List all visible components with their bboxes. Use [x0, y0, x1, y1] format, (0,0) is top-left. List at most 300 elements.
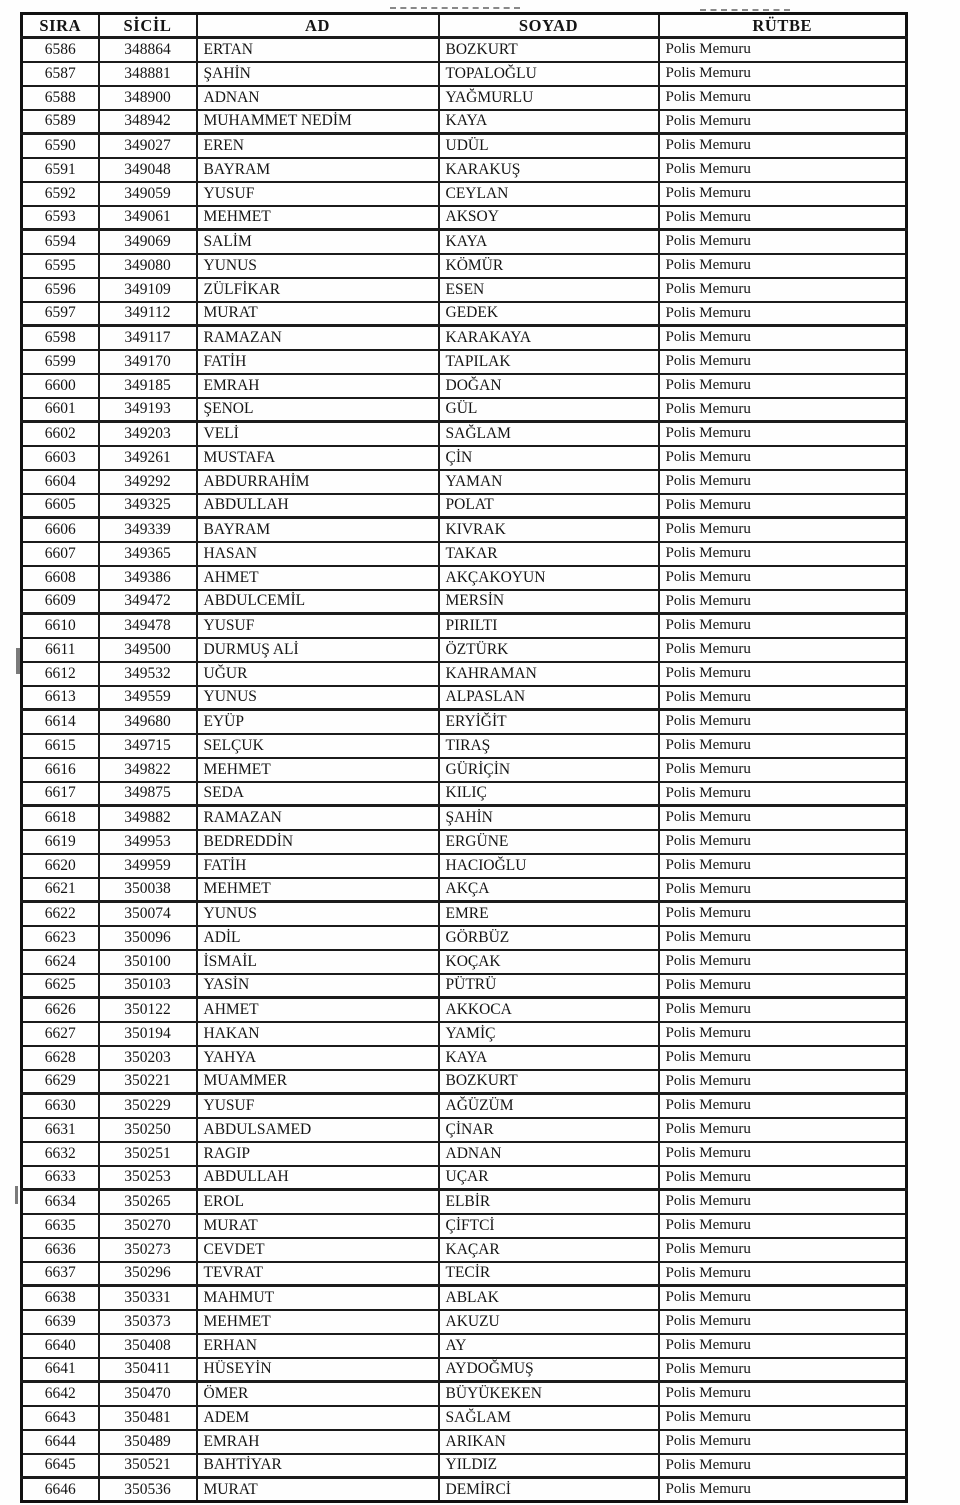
table-row	[22, 278, 907, 302]
cell-ad: MURAT	[197, 302, 439, 326]
cell-sicil: 349112	[99, 302, 197, 326]
table-row	[22, 1286, 907, 1310]
cell-sicil: 349875	[99, 782, 197, 806]
column-header-sicil: SİCİL	[99, 14, 197, 38]
cell-ad: HAKAN	[197, 1022, 439, 1046]
cell-sicil: 350489	[99, 1430, 197, 1454]
cell-sicil: 350194	[99, 1022, 197, 1046]
cell-sicil: 350074	[99, 902, 197, 926]
cell-soyad: MERSİN	[439, 590, 659, 614]
cell-ad: ADNAN	[197, 86, 439, 110]
cell-soyad: ADNAN	[439, 1142, 659, 1166]
cell-soyad: KÖMÜR	[439, 254, 659, 278]
cell-sira: 6646	[22, 1478, 99, 1502]
cell-soyad: AYDOĞMUŞ	[439, 1358, 659, 1382]
cell-soyad: YAĞMURLU	[439, 86, 659, 110]
cell-ad: BAYRAM	[197, 518, 439, 542]
table-row	[22, 86, 907, 110]
cell-soyad: AKKOCA	[439, 998, 659, 1022]
cell-sira: 6603	[22, 446, 99, 470]
table-row	[22, 1262, 907, 1286]
cell-soyad: YAMAN	[439, 470, 659, 494]
cell-rutbe: Polis Memuru	[659, 86, 907, 110]
table-row	[22, 518, 907, 542]
cell-ad: SEDA	[197, 782, 439, 806]
cell-soyad: SAĞLAM	[439, 422, 659, 446]
cell-rutbe: Polis Memuru	[659, 1478, 907, 1502]
column-header-ad: AD	[197, 14, 439, 38]
cell-ad: YUSUF	[197, 614, 439, 638]
cell-soyad: KAHRAMAN	[439, 662, 659, 686]
cell-sicil: 350122	[99, 998, 197, 1022]
table-row	[22, 1430, 907, 1454]
cell-sicil: 350253	[99, 1166, 197, 1190]
cell-rutbe: Polis Memuru	[659, 302, 907, 326]
cell-soyad: AKSOY	[439, 206, 659, 230]
cell-ad: YAHYA	[197, 1046, 439, 1070]
table-row	[22, 1118, 907, 1142]
cell-sicil: 350521	[99, 1454, 197, 1478]
table-row	[22, 1454, 907, 1478]
cell-rutbe: Polis Memuru	[659, 230, 907, 254]
cell-sicil: 350411	[99, 1358, 197, 1382]
cell-sicil: 350100	[99, 950, 197, 974]
cell-sira: 6624	[22, 950, 99, 974]
cell-soyad: YILDIZ	[439, 1454, 659, 1478]
cell-rutbe: Polis Memuru	[659, 1094, 907, 1118]
cell-soyad: ARIKAN	[439, 1430, 659, 1454]
cell-soyad: KAYA	[439, 230, 659, 254]
cell-rutbe: Polis Memuru	[659, 62, 907, 86]
column-header-soyad: SOYAD	[439, 14, 659, 38]
cell-soyad: ÇİFTCİ	[439, 1214, 659, 1238]
column-header-rutbe: RÜTBE	[659, 14, 907, 38]
cell-sicil: 349882	[99, 806, 197, 830]
cell-rutbe: Polis Memuru	[659, 830, 907, 854]
table-row	[22, 38, 907, 62]
table-row	[22, 638, 907, 662]
cell-sicil: 350331	[99, 1286, 197, 1310]
cell-rutbe: Polis Memuru	[659, 206, 907, 230]
cell-ad: MURAT	[197, 1214, 439, 1238]
cell-ad: YASİN	[197, 974, 439, 998]
scan-artifact	[700, 9, 790, 11]
table-row	[22, 206, 907, 230]
cell-ad: AHMET	[197, 998, 439, 1022]
cell-sira: 6589	[22, 110, 99, 134]
cell-sicil: 349500	[99, 638, 197, 662]
cell-sicil: 350250	[99, 1118, 197, 1142]
cell-soyad: KARAKUŞ	[439, 158, 659, 182]
cell-rutbe: Polis Memuru	[659, 1262, 907, 1286]
cell-rutbe: Polis Memuru	[659, 662, 907, 686]
table-row	[22, 1382, 907, 1406]
cell-soyad: EMRE	[439, 902, 659, 926]
cell-sicil: 349185	[99, 374, 197, 398]
cell-sira: 6598	[22, 326, 99, 350]
cell-ad: BEDREDDİN	[197, 830, 439, 854]
cell-soyad: BOZKURT	[439, 1070, 659, 1094]
table-row	[22, 494, 907, 518]
cell-sicil: 348900	[99, 86, 197, 110]
cell-ad: MURAT	[197, 1478, 439, 1502]
cell-sira: 6632	[22, 1142, 99, 1166]
table-row	[22, 110, 907, 134]
cell-soyad: KAYA	[439, 1046, 659, 1070]
header-row	[22, 14, 907, 38]
cell-soyad: TIRAŞ	[439, 734, 659, 758]
table-row	[22, 854, 907, 878]
cell-rutbe: Polis Memuru	[659, 1238, 907, 1262]
cell-sira: 6592	[22, 182, 99, 206]
table-row	[22, 590, 907, 614]
cell-sicil: 350038	[99, 878, 197, 902]
cell-sicil: 350265	[99, 1190, 197, 1214]
cell-sicil: 349203	[99, 422, 197, 446]
cell-rutbe: Polis Memuru	[659, 38, 907, 62]
cell-sira: 6629	[22, 1070, 99, 1094]
cell-sira: 6614	[22, 710, 99, 734]
cell-rutbe: Polis Memuru	[659, 1358, 907, 1382]
cell-ad: EYÜP	[197, 710, 439, 734]
cell-rutbe: Polis Memuru	[659, 854, 907, 878]
table-row	[22, 398, 907, 422]
cell-sicil: 349478	[99, 614, 197, 638]
table-row	[22, 782, 907, 806]
cell-ad: ADİL	[197, 926, 439, 950]
cell-rutbe: Polis Memuru	[659, 734, 907, 758]
cell-ad: MEHMET	[197, 1310, 439, 1334]
cell-sira: 6596	[22, 278, 99, 302]
column-header-sira: SIRA	[22, 14, 99, 38]
cell-rutbe: Polis Memuru	[659, 710, 907, 734]
cell-sicil: 349170	[99, 350, 197, 374]
cell-sicil: 348942	[99, 110, 197, 134]
cell-ad: EMRAH	[197, 374, 439, 398]
cell-soyad: ÖZTÜRK	[439, 638, 659, 662]
cell-ad: EREN	[197, 134, 439, 158]
cell-soyad: GEDEK	[439, 302, 659, 326]
cell-soyad: PÜTRÜ	[439, 974, 659, 998]
cell-sicil: 350203	[99, 1046, 197, 1070]
cell-sira: 6605	[22, 494, 99, 518]
cell-sira: 6628	[22, 1046, 99, 1070]
cell-sira: 6604	[22, 470, 99, 494]
table-row	[22, 734, 907, 758]
cell-ad: YUSUF	[197, 182, 439, 206]
cell-rutbe: Polis Memuru	[659, 638, 907, 662]
cell-rutbe: Polis Memuru	[659, 1406, 907, 1430]
cell-rutbe: Polis Memuru	[659, 446, 907, 470]
cell-sira: 6641	[22, 1358, 99, 1382]
cell-rutbe: Polis Memuru	[659, 1214, 907, 1238]
cell-sicil: 350481	[99, 1406, 197, 1430]
table-row	[22, 1022, 907, 1046]
cell-ad: FATİH	[197, 854, 439, 878]
cell-soyad: BOZKURT	[439, 38, 659, 62]
cell-sira: 6609	[22, 590, 99, 614]
cell-ad: MEHMET	[197, 878, 439, 902]
table-row	[22, 1070, 907, 1094]
cell-sicil: 349048	[99, 158, 197, 182]
cell-sicil: 350251	[99, 1142, 197, 1166]
cell-sicil: 349953	[99, 830, 197, 854]
table-row	[22, 1142, 907, 1166]
cell-rutbe: Polis Memuru	[659, 518, 907, 542]
cell-ad: EROL	[197, 1190, 439, 1214]
cell-ad: YUNUS	[197, 254, 439, 278]
cell-sira: 6602	[22, 422, 99, 446]
cell-sicil: 349261	[99, 446, 197, 470]
table-row	[22, 806, 907, 830]
table-row	[22, 1310, 907, 1334]
cell-ad: ABDULCEMİL	[197, 590, 439, 614]
cell-soyad: KILIÇ	[439, 782, 659, 806]
cell-sicil: 350229	[99, 1094, 197, 1118]
cell-rutbe: Polis Memuru	[659, 422, 907, 446]
cell-rutbe: Polis Memuru	[659, 1070, 907, 1094]
table-row	[22, 62, 907, 86]
cell-rutbe: Polis Memuru	[659, 398, 907, 422]
cell-sira: 6636	[22, 1238, 99, 1262]
cell-soyad: ELBİR	[439, 1190, 659, 1214]
cell-ad: ERHAN	[197, 1334, 439, 1358]
cell-ad: DURMUŞ ALİ	[197, 638, 439, 662]
table-row	[22, 1406, 907, 1430]
cell-sira: 6642	[22, 1382, 99, 1406]
cell-rutbe: Polis Memuru	[659, 878, 907, 902]
cell-sira: 6637	[22, 1262, 99, 1286]
cell-ad: ZÜLFİKAR	[197, 278, 439, 302]
cell-soyad: ÇİNAR	[439, 1118, 659, 1142]
cell-ad: VELİ	[197, 422, 439, 446]
cell-soyad: ABLAK	[439, 1286, 659, 1310]
cell-ad: RAMAZAN	[197, 326, 439, 350]
cell-soyad: PIRILTI	[439, 614, 659, 638]
cell-sira: 6616	[22, 758, 99, 782]
table-row	[22, 758, 907, 782]
cell-sira: 6633	[22, 1166, 99, 1190]
cell-ad: TEVRAT	[197, 1262, 439, 1286]
cell-soyad: ERYİĞİT	[439, 710, 659, 734]
cell-soyad: ÇİN	[439, 446, 659, 470]
cell-sicil: 350296	[99, 1262, 197, 1286]
cell-rutbe: Polis Memuru	[659, 902, 907, 926]
cell-sicil: 350470	[99, 1382, 197, 1406]
cell-sicil: 349027	[99, 134, 197, 158]
cell-rutbe: Polis Memuru	[659, 1310, 907, 1334]
cell-ad: MUSTAFA	[197, 446, 439, 470]
cell-rutbe: Polis Memuru	[659, 1286, 907, 1310]
cell-sicil: 350373	[99, 1310, 197, 1334]
cell-sira: 6622	[22, 902, 99, 926]
cell-ad: MUHAMMET NEDİM	[197, 110, 439, 134]
cell-ad: ÖMER	[197, 1382, 439, 1406]
cell-sira: 6606	[22, 518, 99, 542]
cell-sicil: 349059	[99, 182, 197, 206]
cell-ad: SALİM	[197, 230, 439, 254]
cell-sira: 6594	[22, 230, 99, 254]
cell-ad: ABDULLAH	[197, 1166, 439, 1190]
cell-ad: ERTAN	[197, 38, 439, 62]
cell-soyad: SAĞLAM	[439, 1406, 659, 1430]
table-row	[22, 566, 907, 590]
cell-sira: 6601	[22, 398, 99, 422]
cell-soyad: AKÇAKOYUN	[439, 566, 659, 590]
table-row	[22, 1358, 907, 1382]
cell-rutbe: Polis Memuru	[659, 926, 907, 950]
cell-ad: ŞAHİN	[197, 62, 439, 86]
table-row	[22, 1214, 907, 1238]
cell-sira: 6612	[22, 662, 99, 686]
cell-sira: 6587	[22, 62, 99, 86]
cell-rutbe: Polis Memuru	[659, 566, 907, 590]
table-row	[22, 446, 907, 470]
cell-sira: 6597	[22, 302, 99, 326]
cell-ad: RAMAZAN	[197, 806, 439, 830]
cell-sira: 6593	[22, 206, 99, 230]
cell-sira: 6599	[22, 350, 99, 374]
cell-rutbe: Polis Memuru	[659, 950, 907, 974]
cell-sira: 6619	[22, 830, 99, 854]
cell-soyad: AKUZU	[439, 1310, 659, 1334]
cell-soyad: AY	[439, 1334, 659, 1358]
table-row	[22, 1166, 907, 1190]
cell-rutbe: Polis Memuru	[659, 782, 907, 806]
cell-ad: YUSUF	[197, 1094, 439, 1118]
table-row	[22, 926, 907, 950]
cell-ad: MAHMUT	[197, 1286, 439, 1310]
table-row	[22, 134, 907, 158]
cell-rutbe: Polis Memuru	[659, 686, 907, 710]
cell-rutbe: Polis Memuru	[659, 158, 907, 182]
cell-soyad: YAMİÇ	[439, 1022, 659, 1046]
cell-rutbe: Polis Memuru	[659, 1118, 907, 1142]
cell-rutbe: Polis Memuru	[659, 278, 907, 302]
cell-sicil: 349959	[99, 854, 197, 878]
cell-ad: YUNUS	[197, 686, 439, 710]
cell-sira: 6640	[22, 1334, 99, 1358]
cell-soyad: ALPASLAN	[439, 686, 659, 710]
cell-sira: 6620	[22, 854, 99, 878]
cell-sira: 6615	[22, 734, 99, 758]
cell-sira: 6623	[22, 926, 99, 950]
cell-sicil: 349193	[99, 398, 197, 422]
cell-rutbe: Polis Memuru	[659, 182, 907, 206]
cell-rutbe: Polis Memuru	[659, 326, 907, 350]
cell-soyad: AKÇA	[439, 878, 659, 902]
cell-sicil: 350103	[99, 974, 197, 998]
cell-rutbe: Polis Memuru	[659, 1334, 907, 1358]
table-row	[22, 830, 907, 854]
cell-rutbe: Polis Memuru	[659, 1190, 907, 1214]
cell-ad: ABDURRAHİM	[197, 470, 439, 494]
cell-sicil: 350536	[99, 1478, 197, 1502]
cell-soyad: KIVRAK	[439, 518, 659, 542]
cell-rutbe: Polis Memuru	[659, 1382, 907, 1406]
cell-soyad: KARAKAYA	[439, 326, 659, 350]
cell-sira: 6607	[22, 542, 99, 566]
cell-rutbe: Polis Memuru	[659, 542, 907, 566]
cell-ad: UĞUR	[197, 662, 439, 686]
cell-sicil: 350273	[99, 1238, 197, 1262]
cell-soyad: UÇAR	[439, 1166, 659, 1190]
cell-rutbe: Polis Memuru	[659, 806, 907, 830]
cell-sicil: 349365	[99, 542, 197, 566]
cell-ad: ADEM	[197, 1406, 439, 1430]
cell-sicil: 349339	[99, 518, 197, 542]
table-row	[22, 662, 907, 686]
cell-rutbe: Polis Memuru	[659, 998, 907, 1022]
cell-ad: YUNUS	[197, 902, 439, 926]
cell-sicil: 349292	[99, 470, 197, 494]
cell-soyad: TECİR	[439, 1262, 659, 1286]
table-row	[22, 1238, 907, 1262]
cell-sira: 6610	[22, 614, 99, 638]
cell-ad: İSMAİL	[197, 950, 439, 974]
cell-soyad: GÖRBÜZ	[439, 926, 659, 950]
cell-ad: RAGIP	[197, 1142, 439, 1166]
cell-sicil: 348881	[99, 62, 197, 86]
cell-sicil: 349386	[99, 566, 197, 590]
cell-sicil: 349822	[99, 758, 197, 782]
cell-rutbe: Polis Memuru	[659, 350, 907, 374]
cell-sicil: 349325	[99, 494, 197, 518]
cell-ad: MUAMMER	[197, 1070, 439, 1094]
cell-sicil: 349080	[99, 254, 197, 278]
cell-sira: 6586	[22, 38, 99, 62]
cell-soyad: KAÇAR	[439, 1238, 659, 1262]
cell-sira: 6613	[22, 686, 99, 710]
table-row	[22, 326, 907, 350]
table-row	[22, 254, 907, 278]
cell-rutbe: Polis Memuru	[659, 494, 907, 518]
cell-sicil: 349117	[99, 326, 197, 350]
cell-ad: ABDULSAMED	[197, 1118, 439, 1142]
cell-sira: 6625	[22, 974, 99, 998]
personnel-table	[20, 12, 908, 1503]
cell-rutbe: Polis Memuru	[659, 590, 907, 614]
cell-sicil: 349109	[99, 278, 197, 302]
cell-sira: 6617	[22, 782, 99, 806]
cell-sira: 6645	[22, 1454, 99, 1478]
cell-sicil: 350408	[99, 1334, 197, 1358]
cell-sicil: 348864	[99, 38, 197, 62]
table-row	[22, 470, 907, 494]
cell-rutbe: Polis Memuru	[659, 110, 907, 134]
table-row	[22, 182, 907, 206]
cell-sira: 6634	[22, 1190, 99, 1214]
cell-ad: ŞENOL	[197, 398, 439, 422]
cell-rutbe: Polis Memuru	[659, 1142, 907, 1166]
cell-ad: CEVDET	[197, 1238, 439, 1262]
cell-sira: 6618	[22, 806, 99, 830]
table-row	[22, 950, 907, 974]
table-row	[22, 1190, 907, 1214]
table-row	[22, 1334, 907, 1358]
scan-speck	[15, 1186, 18, 1204]
cell-ad: MEHMET	[197, 206, 439, 230]
cell-sira: 6591	[22, 158, 99, 182]
cell-rutbe: Polis Memuru	[659, 1022, 907, 1046]
table-row	[22, 302, 907, 326]
cell-sira: 6639	[22, 1310, 99, 1334]
cell-soyad: TAKAR	[439, 542, 659, 566]
table-row	[22, 542, 907, 566]
cell-soyad: GÜRİÇİN	[439, 758, 659, 782]
cell-ad: MEHMET	[197, 758, 439, 782]
table-row	[22, 974, 907, 998]
